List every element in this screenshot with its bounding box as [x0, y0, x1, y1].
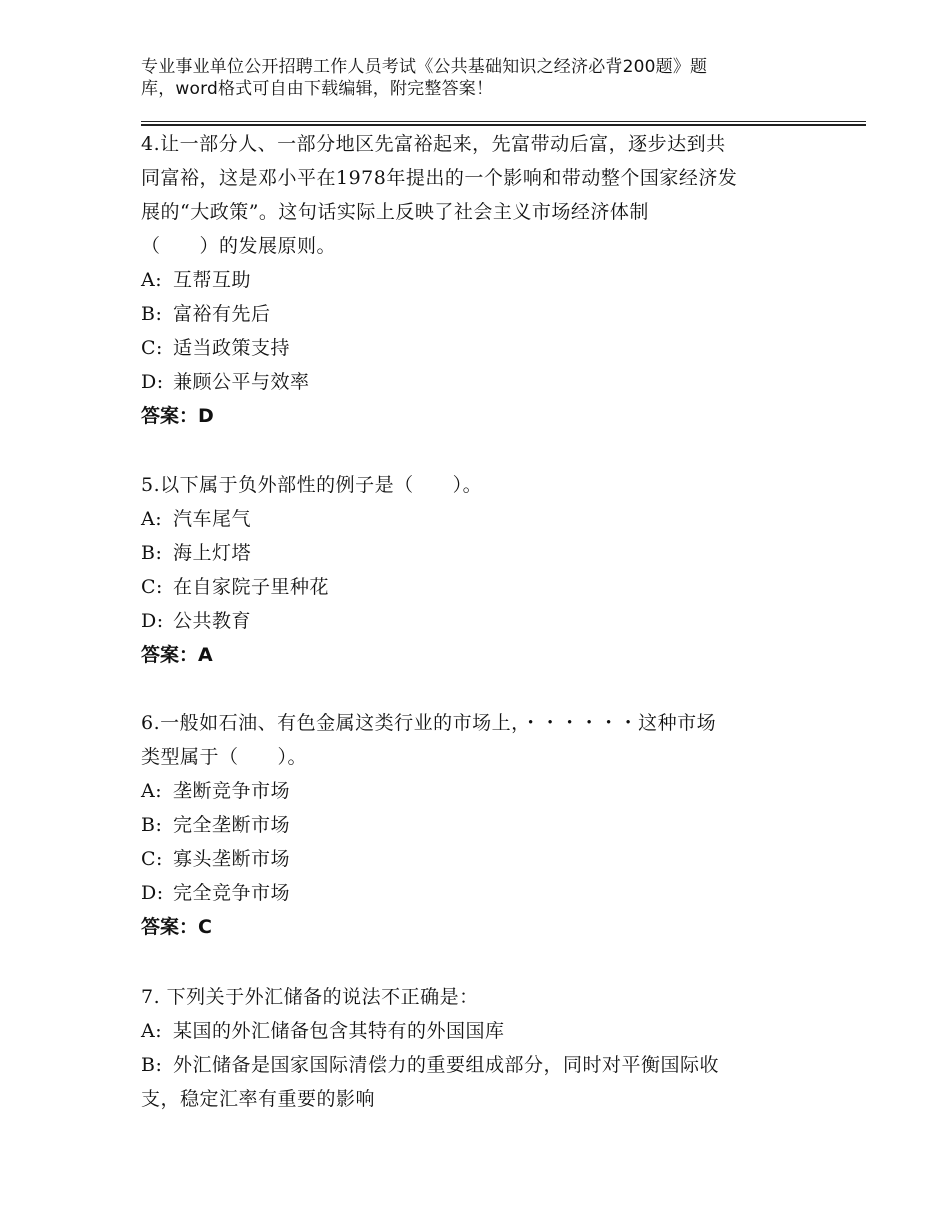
- option-text: 适当政策支持: [173, 337, 291, 359]
- option-letter: A:: [141, 780, 163, 802]
- question-stem-line: 5.以下属于负外部性的例子是（ ）。: [141, 474, 483, 496]
- option-b: [141, 536, 811, 570]
- option-text: 兼顾公平与效率: [173, 371, 310, 393]
- option-letter: A:: [141, 508, 163, 530]
- option-text: 汽车尾气: [173, 508, 252, 530]
- header-line-2: 库，word格式可自由下载编辑，附完整答案！: [141, 79, 494, 99]
- question-stem-line: （ ）的发展原则。: [141, 235, 337, 257]
- option-a: [141, 263, 811, 297]
- option-letter: C:: [141, 848, 163, 870]
- option-letter: B:: [141, 303, 163, 325]
- option-c: [141, 842, 811, 876]
- option-letter: D:: [141, 610, 164, 632]
- option-text: 在自家院子里种花: [173, 576, 330, 598]
- question-4: [141, 127, 811, 433]
- option-b: [141, 808, 811, 842]
- option-text: 寡头垄断市场: [173, 848, 291, 870]
- option-text: 完全垄断市场: [173, 814, 291, 836]
- question-5: [141, 468, 811, 672]
- question-stem-line: 4.让一部分人、一部分地区先富裕起来，先富带动后富，逐步达到共: [141, 133, 726, 155]
- header-line-1: 专业事业单位公开招聘工作人员考试《公共基础知识之经济必背200题》题: [141, 57, 708, 77]
- option-text: 某国的外汇储备包含其特有的外国国库: [173, 1020, 505, 1042]
- option-text: 海上灯塔: [173, 542, 252, 564]
- option-letter: C:: [141, 337, 163, 359]
- option-a: [141, 1014, 811, 1048]
- option-text: 垄断竞争市场: [173, 780, 291, 802]
- option-c: [141, 331, 811, 365]
- option-text: 公共教育: [173, 610, 252, 632]
- question-stem-line: 展的“大政策”。这句话实际上反映了社会主义市场经济体制: [141, 201, 649, 223]
- option-letter: D:: [141, 371, 164, 393]
- option-text: 外汇储备是国家国际清偿力的重要组成部分，同时对平衡国际收: [173, 1054, 720, 1076]
- option-b-continuation: 支，稳定汇率有重要的影响: [141, 1088, 376, 1110]
- option-letter: B:: [141, 542, 163, 564]
- option-c: [141, 570, 811, 604]
- option-letter: C:: [141, 576, 163, 598]
- answer-label: 答案：D: [141, 405, 214, 427]
- option-letter: A:: [141, 269, 163, 291]
- option-d: [141, 876, 811, 910]
- option-letter: B:: [141, 814, 163, 836]
- option-text: 富裕有先后: [173, 303, 271, 325]
- option-d: [141, 365, 811, 399]
- question-stem-line: 6.一般如石油、有色金属这类行业的市场上，・・・・・・这种市场: [141, 712, 717, 734]
- option-text: 互帮互助: [173, 269, 252, 291]
- option-a: [141, 774, 811, 808]
- document-header: [141, 56, 781, 100]
- header-divider-thick: [141, 124, 866, 126]
- option-a: [141, 502, 811, 536]
- option-letter: B:: [141, 1054, 163, 1076]
- option-b: [141, 1048, 811, 1082]
- header-divider-thin: [141, 121, 866, 122]
- question-stem-line: 类型属于（ ）。: [141, 746, 308, 768]
- question-6: [141, 706, 811, 944]
- option-letter: A:: [141, 1020, 163, 1042]
- option-text: 完全竞争市场: [173, 882, 291, 904]
- option-b: [141, 297, 811, 331]
- question-stem-line: 7. 下列关于外汇储备的说法不正确是：: [141, 986, 479, 1008]
- option-d: [141, 604, 811, 638]
- answer-label: 答案：A: [141, 644, 213, 666]
- question-stem-line: 同富裕，这是邓小平在1978年提出的一个影响和带动整个国家经济发: [141, 167, 738, 189]
- option-letter: D:: [141, 882, 164, 904]
- question-7: [141, 980, 811, 1116]
- answer-label: 答案：C: [141, 916, 212, 938]
